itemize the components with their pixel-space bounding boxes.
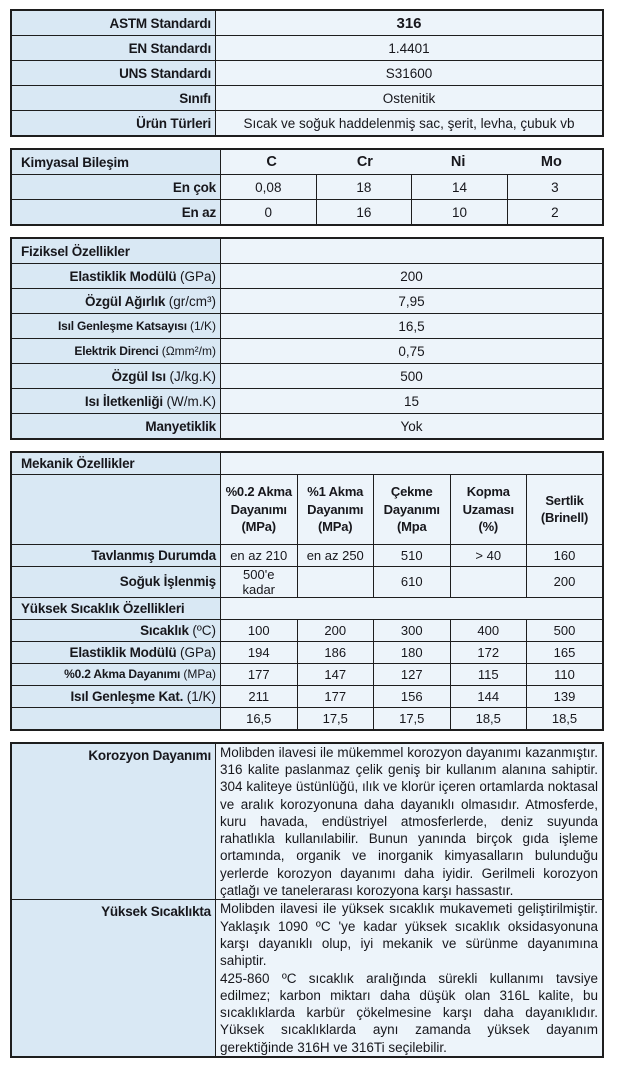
row-label: Özgül Ağırlık (gr/cm³) (11, 289, 221, 314)
table-row (11, 314, 603, 339)
row-label: Elastiklik Modülü (GPa) (11, 641, 221, 663)
column-header: %1 Akma Dayanımı (MPa) (297, 475, 374, 545)
row-value: 15 (221, 389, 604, 414)
cell-value: 500 (527, 619, 604, 641)
table-row (11, 36, 603, 61)
row-label: Soğuk İşlenmiş (11, 566, 221, 597)
mechanical-properties-table (10, 451, 604, 731)
table-row (11, 264, 603, 289)
row-value: 316 (216, 10, 604, 36)
row-label: Isıl Genleşme Kat. (1/K) (11, 685, 221, 707)
row-value: Sıcak ve soğuk haddelenmiş sac, şerit, levha, çubuk vb (216, 111, 604, 137)
cell-value: 110 (527, 663, 604, 685)
cell-value: 510 (374, 544, 451, 566)
table-row (11, 414, 603, 440)
cell-value: 177 (221, 663, 298, 685)
table-row (11, 900, 603, 1057)
cell-value (297, 566, 374, 597)
cell-value: 100 (221, 619, 298, 641)
row-label: En çok (11, 175, 221, 200)
cell-value: 177 (297, 685, 374, 707)
cell-value: 211 (221, 685, 298, 707)
cell-value: en az 210 (221, 544, 298, 566)
paragraph: Molibden ilavesi ile mükemmel korozyon dayanımı kazanmıştır. 316 kalite paslanmaz çelik geniş bir kullanım alanına sahiptir. 304 kaliteye üstünlüğü, ılık ve klorür içeren ortamlarda noktasal ve aralık korozyonuna daha dayanıklı olmasıdır. Atmosferde, kuru havada, endüstriyel atmosferlerde, deniz suyunda rahatlıkla kullanılabilir. Bunun yanında birçok gıda işleme ortamında, organik ve inorganik kimyasalların bulunduğu yerlerde korozyon dayanımı daha iyidir. Gerilmeli korozyon çatlağı ve tanelerarası korozyona karşı hassastır. (220, 744, 598, 899)
row-value: 1.4401 (216, 36, 604, 61)
empty-cell (221, 452, 604, 475)
row-value: 500 (221, 364, 604, 389)
row-label: Özgül Isı (J/kg.K) (11, 364, 221, 389)
column-header: Kopma Uzaması (%) (450, 475, 527, 545)
table-row (11, 10, 603, 36)
row-label: Ürün Türleri (11, 111, 216, 137)
column-header: Sertlik (Brinell) (527, 475, 604, 545)
column-header: %0.2 Akma Dayanımı (MPa) (221, 475, 298, 545)
cell-value: 500'e kadar (221, 566, 298, 597)
cell-value: 17,5 (374, 707, 451, 730)
cell-value: 400 (450, 619, 527, 641)
row-label: Manyetiklik (11, 414, 221, 440)
table-row (11, 544, 603, 566)
chemical-composition-table (10, 148, 604, 226)
row-label: Yüksek Sıcaklıkta (11, 900, 216, 1057)
cell-value: 144 (450, 685, 527, 707)
cell-value: 115 (450, 663, 527, 685)
cell-value: 200 (297, 619, 374, 641)
row-value: S31600 (216, 61, 604, 86)
cell-value: 172 (450, 641, 527, 663)
section-title: Mekanik Özellikler (11, 452, 221, 475)
cell-value: > 40 (450, 544, 527, 566)
row-label: Tavlanmış Durumda (11, 544, 221, 566)
cell-value: en az 250 (297, 544, 374, 566)
empty-cell (221, 597, 604, 619)
row-label: Sınıfı (11, 86, 216, 111)
paragraph: Molibden ilavesi ile yüksek sıcaklık mukavemeti geliştirilmiştir. Yaklaşık 1090 ºC 'ye kadar yüksek sıcaklık oksidasyonuna karşı dayanıklı olup, iyi mekanik ve sürünme dayanımına sahiptir. (220, 901, 598, 969)
row-label: UNS Standardı (11, 61, 216, 86)
table-row (11, 339, 603, 364)
cell-value: 160 (527, 544, 604, 566)
physical-properties-table (10, 237, 604, 440)
table-row (11, 566, 603, 597)
cell-value: 17,5 (297, 707, 374, 730)
column-headers (221, 149, 604, 175)
column-header: C (266, 154, 277, 170)
table-header-row (11, 149, 603, 175)
section-title: Fiziksel Özellikler (11, 238, 221, 264)
note-text (216, 743, 604, 900)
cell-value (450, 566, 527, 597)
cell-value: 194 (221, 641, 298, 663)
cell-value: 165 (527, 641, 604, 663)
cell-value: 156 (374, 685, 451, 707)
table-row (11, 111, 603, 137)
cell-value: 0 (221, 200, 317, 226)
row-label: ASTM Standardı (11, 10, 216, 36)
row-label: Korozyon Dayanımı (11, 743, 216, 900)
row-value: 0,75 (221, 339, 604, 364)
cell-value: 18,5 (527, 707, 604, 730)
table-row (11, 663, 603, 685)
table-row (11, 619, 603, 641)
row-value: 7,95 (221, 289, 604, 314)
cell-value: 18,5 (450, 707, 527, 730)
row-label: Sıcaklık (ºC) (11, 619, 221, 641)
row-label: EN Standardı (11, 36, 216, 61)
table-row (11, 707, 603, 730)
table-row (11, 289, 603, 314)
table-header-row (11, 452, 603, 475)
row-value: Yok (221, 414, 604, 440)
row-label: Isı İletkenliği (W/m.K) (11, 389, 221, 414)
row-label: Elastiklik Modülü (GPa) (11, 264, 221, 289)
column-header: Çekme Dayanımı (Mpa (374, 475, 451, 545)
column-header-row (11, 475, 603, 545)
cell-value: 180 (374, 641, 451, 663)
empty-label-cell (11, 707, 221, 730)
row-value: 16,5 (221, 314, 604, 339)
table-header-row (11, 238, 603, 264)
cell-value: 2 (507, 200, 603, 226)
empty-label-cell (11, 475, 221, 545)
column-header: Mo (540, 154, 562, 170)
cell-value: 139 (527, 685, 604, 707)
table-row (11, 743, 603, 900)
table-row (11, 86, 603, 111)
column-header: Ni (450, 154, 466, 170)
empty-cell (221, 238, 604, 264)
row-value: Ostenitik (216, 86, 604, 111)
notes-table (10, 742, 604, 1058)
table-row (11, 61, 603, 86)
standards-table (10, 9, 604, 137)
table-row (11, 364, 603, 389)
row-value: 200 (221, 264, 604, 289)
table-row (11, 175, 603, 200)
section-title: Kimyasal Bileşim (11, 149, 221, 175)
table-row (11, 685, 603, 707)
row-label: Isıl Genleşme Katsayısı (1/K) (11, 314, 221, 339)
cell-value: 200 (527, 566, 604, 597)
cell-value: 3 (507, 175, 603, 200)
column-header: Cr (356, 154, 373, 170)
cell-value: 14 (412, 175, 508, 200)
cell-value: 16,5 (221, 707, 298, 730)
cell-value: 186 (297, 641, 374, 663)
cell-value: 10 (412, 200, 508, 226)
cell-value: 0,08 (221, 175, 317, 200)
note-text (216, 900, 604, 1057)
row-label: Elektrik Direnci (Ωmm²/m) (11, 339, 221, 364)
cell-value: 16 (316, 200, 412, 226)
paragraph: 425-860 ºC sıcaklık aralığında sürekli kullanımı tavsiye edilmez; karbon miktarı daha düşük olan 316L kalite, bu sıcaklıklarda karbür çökelmesine karşı daha dayanıklıdır. Yüksek sıcaklıklarda aynı zamanda yüksek dayanım gerektiğinde 316H ve 316Ti seçilebilir. (220, 970, 598, 1055)
subsection-header-row (11, 597, 603, 619)
cell-value: 610 (374, 566, 451, 597)
row-label: %0.2 Akma Dayanımı (MPa) (11, 663, 221, 685)
table-row (11, 389, 603, 414)
subsection-title: Yüksek Sıcaklık Özellikleri (11, 597, 221, 619)
cell-value: 147 (297, 663, 374, 685)
table-row (11, 200, 603, 226)
cell-value: 18 (316, 175, 412, 200)
cell-value: 127 (374, 663, 451, 685)
table-row (11, 641, 603, 663)
cell-value: 300 (374, 619, 451, 641)
row-label: En az (11, 200, 221, 226)
